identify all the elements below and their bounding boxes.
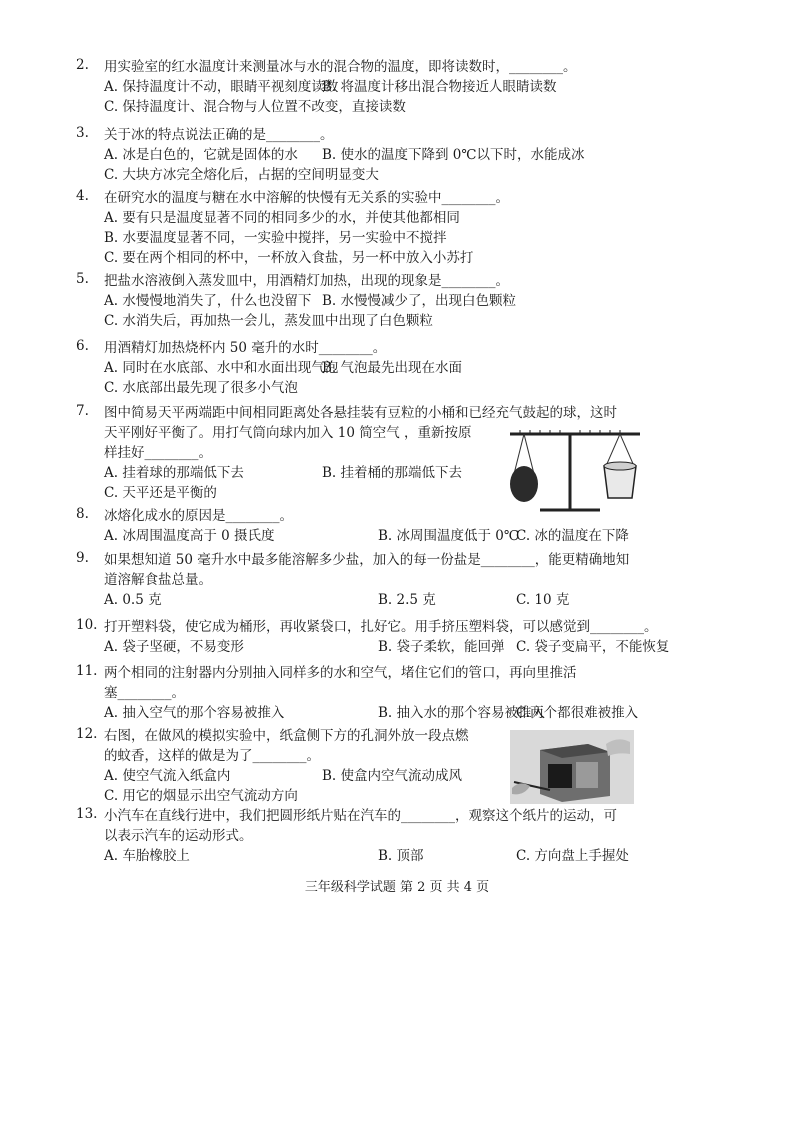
option-row — [104, 248, 646, 268]
option-row — [104, 703, 646, 723]
answer-option: B. 使盒内空气流动成风 — [322, 768, 463, 784]
option-row — [104, 526, 646, 546]
stem-line: 天平刚好平衡了。用打气筒向球内加入 10 简空气 ，重新按原 — [104, 425, 472, 441]
question-13 — [76, 806, 646, 866]
options — [104, 590, 646, 610]
answer-option: A. 保持温度计不动，眼睛平视刻度读数 — [104, 79, 339, 95]
wind-box-figure — [510, 730, 634, 804]
question-4 — [76, 188, 646, 268]
option-row — [104, 378, 646, 398]
answer-option: C. 天平还是平衡的 — [104, 485, 217, 501]
option-row — [104, 590, 646, 610]
question-stem — [104, 663, 646, 703]
answer-option: A. 挂着球的那端低下去 — [104, 465, 244, 481]
question-number: 4. — [76, 188, 89, 204]
question-number: 2. — [76, 57, 89, 73]
stem-line: 右图，在做风的模拟实验中，纸盒侧下方的孔洞外放一段点燃 — [104, 728, 469, 744]
options — [104, 526, 646, 546]
stem-line: 以表示汽车的运动形式。 — [104, 828, 253, 844]
question-number: 10. — [76, 617, 98, 633]
answer-option: C. 10 克 — [516, 592, 570, 608]
option-row — [104, 77, 646, 97]
question-5 — [76, 271, 646, 331]
stem-line: 用实验室的红水温度计来测量冰与水的混合物的温度，即将读数时，________。 — [104, 59, 577, 75]
question-number: 11. — [76, 663, 98, 679]
options — [104, 291, 646, 331]
stem-line: 用酒精灯加热烧杯内 50 毫升的水时________。 — [104, 340, 387, 356]
answer-option: B. 将温度计移出混合物接近人眼睛读数 — [322, 79, 557, 95]
answer-option: B. 2.5 克 — [378, 592, 436, 608]
option-row — [104, 228, 646, 248]
option-row — [104, 358, 646, 378]
question-2 — [76, 57, 646, 117]
option-row — [104, 145, 646, 165]
question-stem — [104, 806, 646, 846]
answer-option: C. 用它的烟显示出空气流动方向 — [104, 788, 298, 804]
question-stem — [104, 125, 646, 145]
question-9 — [76, 550, 646, 610]
options — [104, 358, 646, 398]
stem-line: 道溶解食盐总量。 — [104, 572, 212, 588]
answer-option: A. 要有只是温度显著不同的相同多少的水，并使其他都相同 — [104, 210, 460, 226]
options — [104, 637, 670, 657]
stem-line: 图中简易天平两端距中间相同距离处各悬挂装有豆粒的小桶和已经充气鼓起的球，这时 — [104, 405, 617, 421]
options — [104, 208, 646, 268]
answer-option: C. 要在两个相同的杯中，一杯放入食盐，另一杯中放入小苏打 — [104, 250, 474, 266]
answer-option: A. 车胎橡胶上 — [104, 848, 190, 864]
option-row — [104, 637, 670, 657]
option-row — [104, 846, 646, 866]
options — [104, 145, 646, 185]
question-stem — [104, 57, 646, 77]
balance-figure — [500, 418, 650, 518]
question-11 — [76, 663, 646, 723]
answer-option: B. 水慢慢减少了，出现白色颗粒 — [322, 293, 517, 309]
question-number: 3. — [76, 125, 89, 141]
option-row — [104, 311, 646, 331]
option-row — [104, 97, 646, 117]
question-number: 8. — [76, 506, 89, 522]
answer-option: C. 方向盘上手握处 — [516, 848, 629, 864]
question-number: 7. — [76, 403, 89, 419]
stem-line: 两个相同的注射器内分别抽入同样多的水和空气，堵住它们的管口，再向里推活 — [104, 665, 577, 681]
answer-option: C. 水消失后，再加热一会儿，蒸发皿中出现了白色颗粒 — [104, 313, 433, 329]
answer-option: A. 冰周围温度高于 0 摄氏度 — [104, 528, 275, 544]
page-footer: 三年级科学试题 第 2 页 共 4 页 — [304, 880, 490, 895]
answer-option: A. 袋子坚硬，不易变形 — [104, 639, 244, 655]
answer-option: A. 水慢慢地消失了，什么也没留下 — [104, 293, 312, 309]
stem-line: 关于冰的特点说法正确的是________。 — [104, 127, 334, 143]
answer-option: B. 使水的温度下降到 0℃以下时，水能成冰 — [322, 147, 585, 163]
stem-line: 如果想知道 50 毫升水中最多能溶解多少盐，加入的每一份盐是________，能更精确地知 — [104, 552, 630, 568]
options — [104, 703, 646, 723]
question-number: 5. — [76, 271, 89, 287]
question-10 — [76, 617, 670, 657]
answer-option: A. 使空气流入纸盒内 — [104, 768, 231, 784]
question-6 — [76, 338, 646, 398]
stem-line: 的蚊香，这样的做是为了________。 — [104, 748, 320, 764]
answer-option: B. 顶部 — [378, 848, 424, 864]
answer-option: B. 水要温度显著不同，一实验中搅拌，另一实验中不搅拌 — [104, 230, 447, 246]
answer-option: B. 气泡最先出现在水面 — [322, 360, 463, 376]
question-stem — [104, 188, 646, 208]
question-stem — [104, 550, 646, 590]
stem-line: 塞________。 — [104, 685, 185, 701]
answer-option: A. 同时在水底部、水中和水面出现气泡 — [104, 360, 339, 376]
question-stem — [104, 617, 658, 637]
stem-line: 冰熔化成水的原因是________。 — [104, 508, 293, 524]
options — [104, 846, 646, 866]
answer-option: C. 袋子变扁平，不能恢复 — [516, 639, 670, 655]
stem-line: 样挂好________。 — [104, 445, 212, 461]
answer-option: B. 袋子柔软，能回弹 — [378, 639, 505, 655]
option-row — [104, 208, 646, 228]
stem-line: 打开塑料袋，使它成为桶形，再收紧袋口，扎好它。用手挤压塑料袋，可以感觉到________。 — [104, 619, 658, 635]
answer-option: B. 抽入水的那个容易被推入 — [378, 705, 546, 721]
answer-option: A. 0.5 克 — [104, 592, 162, 608]
question-number: 12. — [76, 726, 98, 742]
question-3 — [76, 125, 646, 185]
answer-option: B. 挂着桶的那端低下去 — [322, 465, 463, 481]
option-row — [104, 291, 646, 311]
question-stem — [104, 338, 646, 358]
stem-line: 把盐水溶液倒入蒸发皿中，用酒精灯加热，出现的现象是________。 — [104, 273, 509, 289]
question-stem — [104, 271, 646, 291]
answer-option: B. 冰周围温度低于 0℃ — [378, 528, 519, 544]
question-number: 9. — [76, 550, 89, 566]
stem-line: 小汽车在直线行进中，我们把圆形纸片贴在汽车的________，观察这个纸片的运动，可 — [104, 808, 617, 824]
answer-option: A. 抽入空气的那个容易被推入 — [104, 705, 285, 721]
answer-option: C. 保持温度计、混合物与人位置不改变，直接读数 — [104, 99, 406, 115]
option-row — [104, 165, 646, 185]
answer-option: C. 大块方冰完全熔化后，占据的空间明显变大 — [104, 167, 379, 183]
answer-option: C. 冰的温度在下降 — [516, 528, 629, 544]
answer-option: A. 冰是白色的，它就是固体的水 — [104, 147, 298, 163]
answer-option: C.两个都很难被推入 — [516, 705, 639, 721]
question-number: 6. — [76, 338, 89, 354]
question-number: 13. — [76, 806, 98, 822]
options — [104, 77, 646, 117]
stem-line: 在研究水的温度与糖在水中溶解的快慢有无关系的实验中________。 — [104, 190, 509, 206]
answer-option: C. 水底部出最先现了很多小气泡 — [104, 380, 298, 396]
